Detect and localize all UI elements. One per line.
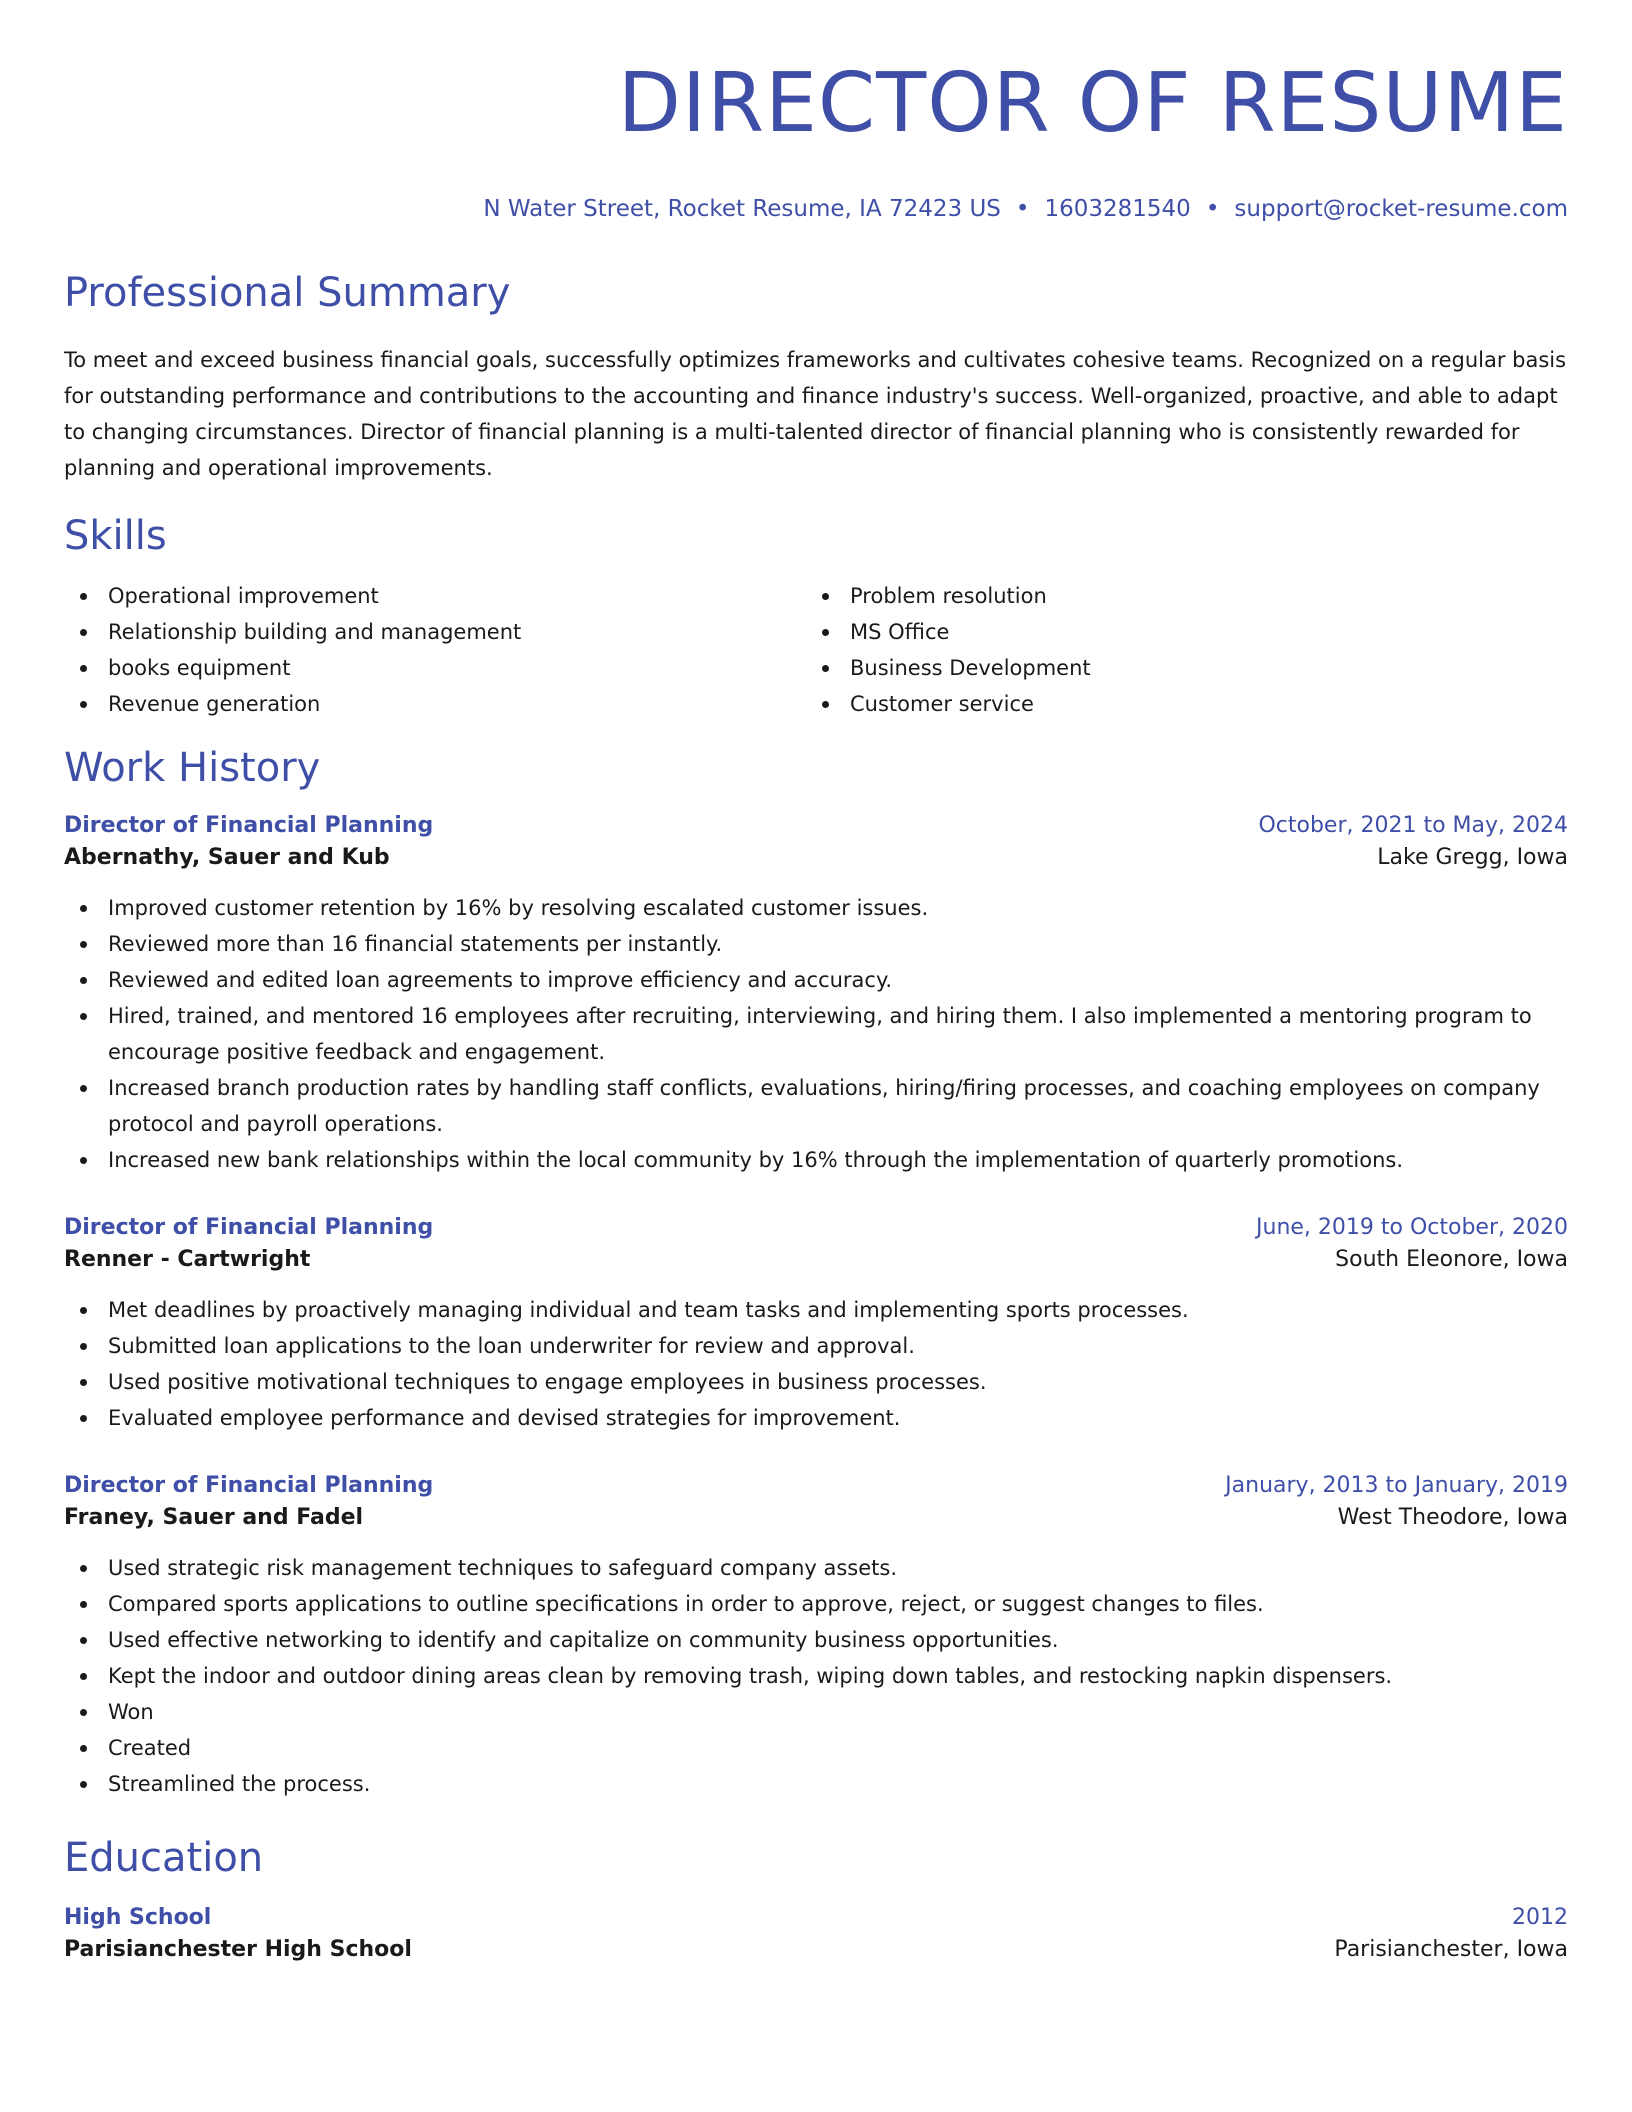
skills-list bbox=[64, 578, 1568, 722]
section-title-skills: Skills bbox=[64, 513, 167, 559]
section-title-summary: Professional Summary bbox=[64, 270, 511, 316]
company-name: Renner - Cartwright bbox=[64, 1247, 311, 1272]
candidate-name: DIRECTOR OF RESUME bbox=[617, 56, 1568, 151]
skills-column-right bbox=[806, 578, 1548, 722]
job-bullet: Increased branch production rates by handling staff conflicts, evaluations, hiring/firing processes, and coaching employees on company protocol and payroll operations. bbox=[64, 1070, 1568, 1142]
job-bullets bbox=[64, 1550, 1568, 1802]
skill-item: Revenue generation bbox=[64, 686, 806, 722]
job-bullet: Submitted loan applications to the loan underwriter for review and approval. bbox=[64, 1328, 1568, 1364]
education-year: 2012 bbox=[1512, 1905, 1568, 1930]
job-bullet: Met deadlines by proactively managing individual and team tasks and implementing sports processes. bbox=[64, 1292, 1568, 1328]
education-location: Parisianchester, Iowa bbox=[1334, 1937, 1568, 1962]
job-dates: October, 2021 to May, 2024 bbox=[1258, 813, 1568, 838]
job-title: Director of Financial Planning bbox=[64, 1473, 434, 1498]
section-title-work-history: Work History bbox=[64, 745, 321, 791]
job-bullet: Used strategic risk management techniques to safeguard company assets. bbox=[64, 1550, 1568, 1586]
contact-separator: • bbox=[1205, 196, 1220, 222]
job-bullet: Improved customer retention by 16% by resolving escalated customer issues. bbox=[64, 890, 1568, 926]
skills-column-left bbox=[64, 578, 806, 722]
job-bullet: Compared sports applications to outline specifications in order to approve, reject, or suggest changes to files. bbox=[64, 1586, 1568, 1622]
skill-item: books equipment bbox=[64, 650, 806, 686]
job-bullets bbox=[64, 1292, 1568, 1436]
job-dates: January, 2013 to January, 2019 bbox=[1225, 1473, 1568, 1498]
job-bullet: Used positive motivational techniques to engage employees in business processes. bbox=[64, 1364, 1568, 1400]
resume-page bbox=[64, 0, 1568, 1966]
job-bullet: Used effective networking to identify and capitalize on community business opportunities. bbox=[64, 1622, 1568, 1658]
job-bullet: Hired, trained, and mentored 16 employees after recruiting, interviewing, and hiring them. I also implemented a mentoring program to encourage positive feedback and engagement. bbox=[64, 998, 1568, 1070]
job-bullet: Increased new bank relationships within the local community by 16% through the implementation of quarterly promotions. bbox=[64, 1142, 1568, 1178]
skill-item: Problem resolution bbox=[806, 578, 1548, 614]
education-school: Parisianchester High School bbox=[64, 1937, 412, 1962]
job-bullets bbox=[64, 890, 1568, 1178]
contact-line bbox=[64, 194, 1568, 224]
job-bullet: Reviewed more than 16 financial statements per instantly. bbox=[64, 926, 1568, 962]
contact-address: N Water Street, Rocket Resume, IA 72423 US bbox=[483, 196, 1001, 222]
job-bullet: Streamlined the process. bbox=[64, 1766, 1568, 1802]
job-dates: June, 2019 to October, 2020 bbox=[1256, 1215, 1568, 1240]
job-title: Director of Financial Planning bbox=[64, 1215, 434, 1240]
education-entry bbox=[64, 1902, 1568, 1966]
contact-phone: 1603281540 bbox=[1044, 196, 1191, 222]
skill-item: Customer service bbox=[806, 686, 1548, 722]
job-title: Director of Financial Planning bbox=[64, 813, 434, 838]
company-name: Abernathy, Sauer and Kub bbox=[64, 845, 390, 870]
job-entry bbox=[64, 1212, 1568, 1436]
skill-item: MS Office bbox=[806, 614, 1548, 650]
skill-item: Relationship building and management bbox=[64, 614, 806, 650]
job-bullet: Evaluated employee performance and devised strategies for improvement. bbox=[64, 1400, 1568, 1436]
contact-email: support@rocket-resume.com bbox=[1234, 196, 1568, 222]
job-entry bbox=[64, 810, 1568, 1178]
job-location: West Theodore, Iowa bbox=[1337, 1505, 1568, 1530]
job-bullet: Created bbox=[64, 1730, 1568, 1766]
summary-text: To meet and exceed business financial goals, successfully optimizes frameworks and cultivates cohesive teams. Recognized on a regular basis for outstanding performance and contributions to the accounting and finance industry's success. Well-organized, proactive, and able to adapt to changing circumstances. Director of financial planning is a multi-talented director of financial planning who is consistently rewarded for planning and operational improvements. bbox=[64, 348, 1567, 480]
job-bullet: Won bbox=[64, 1694, 1568, 1730]
section-title-education: Education bbox=[64, 1835, 264, 1881]
job-bullet: Kept the indoor and outdoor dining areas clean by removing trash, wiping down tables, and restocking napkin dispensers. bbox=[64, 1658, 1568, 1694]
job-bullet: Reviewed and edited loan agreements to improve efficiency and accuracy. bbox=[64, 962, 1568, 998]
job-location: South Eleonore, Iowa bbox=[1335, 1247, 1568, 1272]
education-degree: High School bbox=[64, 1905, 212, 1930]
job-location: Lake Gregg, Iowa bbox=[1377, 845, 1568, 870]
company-name: Franey, Sauer and Fadel bbox=[64, 1505, 364, 1530]
skill-item: Operational improvement bbox=[64, 578, 806, 614]
skill-item: Business Development bbox=[806, 650, 1548, 686]
contact-separator: • bbox=[1015, 196, 1030, 222]
job-entry bbox=[64, 1470, 1568, 1802]
